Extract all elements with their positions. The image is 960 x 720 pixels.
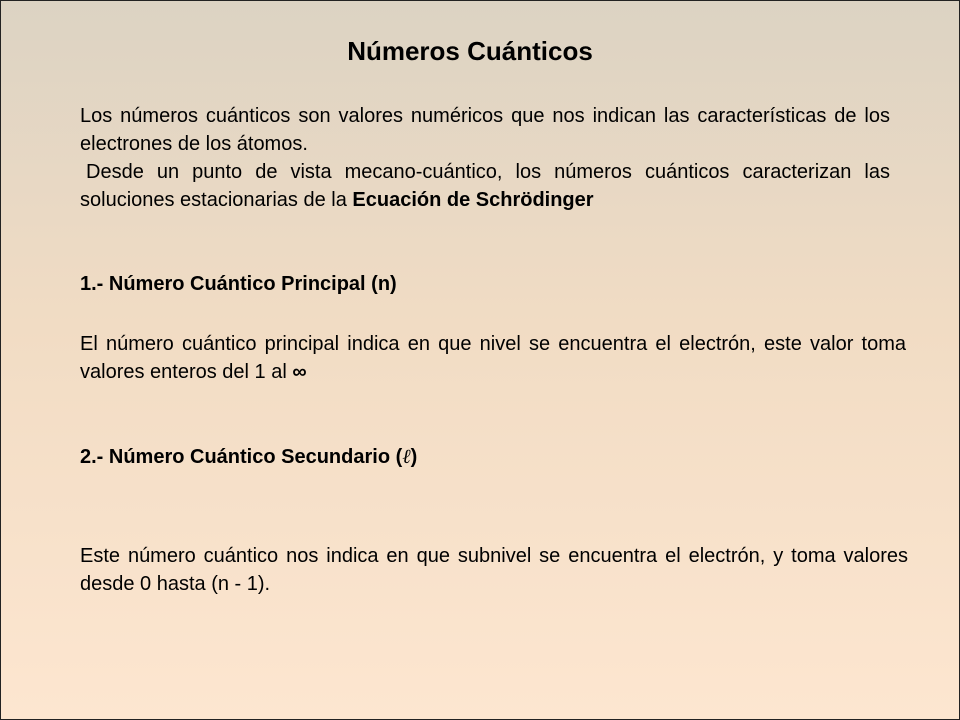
section-2-heading-prefix: 2.- Número Cuántico Secundario ( — [80, 446, 403, 468]
schrodinger-equation-term: Ecuación de Schrödinger — [352, 189, 594, 211]
intro-paragraph-2-text: Desde un punto de vista mecano-cuántico, los números cuánticos caracterizan las soluciones estacionarias de la — [80, 161, 890, 211]
intro-paragraph-1: Los números cuánticos son valores numéricos que nos indican las características de los electrones de los átomos. — [80, 105, 890, 155]
ell-symbol: ℓ — [402, 444, 411, 468]
section-2-body: Este número cuántico nos indica en que subnivel se encuentra el electrón, y toma valores desde 0 hasta (n - 1). — [80, 545, 908, 595]
section-2-heading — [80, 444, 417, 469]
section-2-heading-suffix: ) — [410, 446, 418, 468]
section-1-body — [80, 330, 906, 386]
section-1-body-text: El número cuántico principal indica en que nivel se encuentra el electrón, este valor toma valores enteros del 1 al — [80, 333, 906, 383]
infinity-symbol: ∞ — [292, 361, 307, 383]
section-1-heading: 1.- Número Cuántico Principal (n) — [80, 273, 397, 295]
slide-title: Números Cuánticos — [347, 36, 593, 66]
intro-paragraph-2 — [80, 158, 890, 214]
